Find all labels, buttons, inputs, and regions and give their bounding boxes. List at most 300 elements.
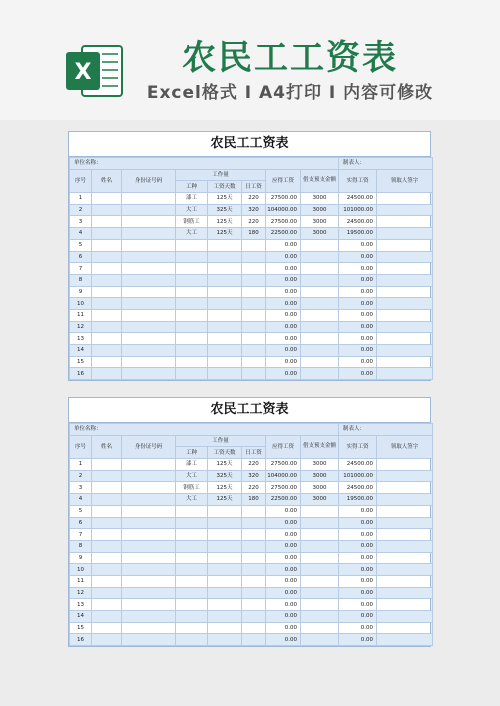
actual-cell[interactable]: 0.00 — [339, 505, 377, 517]
name-cell[interactable] — [92, 309, 122, 321]
sign-cell[interactable] — [377, 470, 433, 482]
name-cell[interactable] — [92, 345, 122, 357]
sign-cell[interactable] — [377, 286, 433, 298]
trade-cell[interactable] — [176, 333, 208, 345]
payable-cell[interactable]: 0.00 — [266, 309, 301, 321]
id-cell[interactable] — [122, 634, 176, 646]
payable-cell[interactable]: 0.00 — [266, 599, 301, 611]
id-cell[interactable] — [122, 599, 176, 611]
seq-cell[interactable]: 1 — [70, 193, 92, 205]
id-cell[interactable] — [122, 611, 176, 623]
payable-cell[interactable]: 27500.00 — [266, 459, 301, 471]
payable-cell[interactable]: 0.00 — [266, 517, 301, 529]
days-cell[interactable]: 125天 — [208, 459, 242, 471]
seq-cell[interactable]: 7 — [70, 263, 92, 275]
advance-cell[interactable] — [301, 529, 339, 541]
id-cell[interactable] — [122, 251, 176, 263]
trade-cell[interactable] — [176, 368, 208, 380]
daily-cell[interactable] — [242, 298, 266, 310]
advance-cell[interactable] — [301, 505, 339, 517]
sign-cell[interactable] — [377, 552, 433, 564]
payable-cell[interactable]: 27500.00 — [266, 193, 301, 205]
daily-cell[interactable] — [242, 321, 266, 333]
days-cell[interactable] — [208, 345, 242, 357]
trade-cell[interactable]: 大工 — [176, 228, 208, 240]
advance-cell[interactable]: 3000 — [301, 494, 339, 506]
daily-cell[interactable] — [242, 274, 266, 286]
actual-cell[interactable]: 0.00 — [339, 540, 377, 552]
advance-cell[interactable] — [301, 309, 339, 321]
actual-cell[interactable]: 0.00 — [339, 587, 377, 599]
payable-cell[interactable]: 0.00 — [266, 622, 301, 634]
trade-cell[interactable] — [176, 540, 208, 552]
seq-cell[interactable]: 2 — [70, 204, 92, 216]
days-cell[interactable] — [208, 540, 242, 552]
advance-cell[interactable] — [301, 540, 339, 552]
daily-cell[interactable] — [242, 356, 266, 368]
name-cell[interactable] — [92, 356, 122, 368]
id-cell[interactable] — [122, 274, 176, 286]
days-cell[interactable] — [208, 517, 242, 529]
name-cell[interactable] — [92, 599, 122, 611]
payable-cell[interactable]: 0.00 — [266, 611, 301, 623]
daily-cell[interactable] — [242, 345, 266, 357]
days-cell[interactable] — [208, 611, 242, 623]
payable-cell[interactable]: 0.00 — [266, 286, 301, 298]
payable-cell[interactable]: 27500.00 — [266, 482, 301, 494]
trade-cell[interactable]: 漆工 — [176, 193, 208, 205]
sign-cell[interactable] — [377, 251, 433, 263]
payable-cell[interactable]: 0.00 — [266, 540, 301, 552]
trade-cell[interactable]: 钢筋工 — [176, 482, 208, 494]
actual-cell[interactable]: 0.00 — [339, 517, 377, 529]
seq-cell[interactable]: 2 — [70, 470, 92, 482]
advance-cell[interactable]: 3000 — [301, 482, 339, 494]
payable-cell[interactable]: 0.00 — [266, 345, 301, 357]
advance-cell[interactable] — [301, 274, 339, 286]
actual-cell[interactable]: 24500.00 — [339, 216, 377, 228]
seq-cell[interactable]: 12 — [70, 587, 92, 599]
seq-cell[interactable]: 6 — [70, 517, 92, 529]
actual-cell[interactable]: 0.00 — [339, 529, 377, 541]
seq-cell[interactable]: 12 — [70, 321, 92, 333]
seq-cell[interactable]: 4 — [70, 494, 92, 506]
actual-cell[interactable]: 0.00 — [339, 634, 377, 646]
id-cell[interactable] — [122, 575, 176, 587]
trade-cell[interactable] — [176, 611, 208, 623]
days-cell[interactable] — [208, 309, 242, 321]
id-cell[interactable] — [122, 333, 176, 345]
name-cell[interactable] — [92, 298, 122, 310]
sign-cell[interactable] — [377, 309, 433, 321]
days-cell[interactable] — [208, 529, 242, 541]
advance-cell[interactable] — [301, 263, 339, 275]
days-cell[interactable] — [208, 505, 242, 517]
id-cell[interactable] — [122, 263, 176, 275]
trade-cell[interactable] — [176, 552, 208, 564]
trade-cell[interactable] — [176, 239, 208, 251]
id-cell[interactable] — [122, 517, 176, 529]
days-cell[interactable] — [208, 333, 242, 345]
daily-cell[interactable]: 220 — [242, 193, 266, 205]
payable-cell[interactable]: 0.00 — [266, 274, 301, 286]
actual-cell[interactable]: 0.00 — [339, 286, 377, 298]
daily-cell[interactable] — [242, 634, 266, 646]
daily-cell[interactable] — [242, 552, 266, 564]
trade-cell[interactable] — [176, 356, 208, 368]
name-cell[interactable] — [92, 286, 122, 298]
advance-cell[interactable] — [301, 622, 339, 634]
trade-cell[interactable]: 大工 — [176, 204, 208, 216]
sign-cell[interactable] — [377, 345, 433, 357]
seq-cell[interactable]: 14 — [70, 345, 92, 357]
trade-cell[interactable] — [176, 321, 208, 333]
daily-cell[interactable] — [242, 286, 266, 298]
sign-cell[interactable] — [377, 216, 433, 228]
advance-cell[interactable]: 3000 — [301, 216, 339, 228]
seq-cell[interactable]: 7 — [70, 529, 92, 541]
sign-cell[interactable] — [377, 228, 433, 240]
name-cell[interactable] — [92, 274, 122, 286]
trade-cell[interactable] — [176, 309, 208, 321]
daily-cell[interactable]: 220 — [242, 459, 266, 471]
advance-cell[interactable] — [301, 298, 339, 310]
days-cell[interactable] — [208, 622, 242, 634]
payable-cell[interactable]: 0.00 — [266, 298, 301, 310]
days-cell[interactable]: 125天 — [208, 193, 242, 205]
payable-cell[interactable]: 27500.00 — [266, 216, 301, 228]
daily-cell[interactable] — [242, 517, 266, 529]
sign-cell[interactable] — [377, 622, 433, 634]
id-cell[interactable] — [122, 552, 176, 564]
id-cell[interactable] — [122, 286, 176, 298]
sign-cell[interactable] — [377, 204, 433, 216]
sign-cell[interactable] — [377, 575, 433, 587]
name-cell[interactable] — [92, 368, 122, 380]
days-cell[interactable]: 125天 — [208, 482, 242, 494]
seq-cell[interactable]: 6 — [70, 251, 92, 263]
name-cell[interactable] — [92, 529, 122, 541]
actual-cell[interactable]: 0.00 — [339, 564, 377, 576]
trade-cell[interactable] — [176, 575, 208, 587]
advance-cell[interactable] — [301, 251, 339, 263]
seq-cell[interactable]: 5 — [70, 505, 92, 517]
actual-cell[interactable]: 19500.00 — [339, 494, 377, 506]
name-cell[interactable] — [92, 482, 122, 494]
advance-cell[interactable] — [301, 599, 339, 611]
seq-cell[interactable]: 16 — [70, 368, 92, 380]
days-cell[interactable] — [208, 274, 242, 286]
sign-cell[interactable] — [377, 599, 433, 611]
payable-cell[interactable]: 0.00 — [266, 505, 301, 517]
seq-cell[interactable]: 10 — [70, 298, 92, 310]
id-cell[interactable] — [122, 540, 176, 552]
id-cell[interactable] — [122, 482, 176, 494]
name-cell[interactable] — [92, 470, 122, 482]
trade-cell[interactable] — [176, 505, 208, 517]
daily-cell[interactable] — [242, 599, 266, 611]
days-cell[interactable] — [208, 251, 242, 263]
name-cell[interactable] — [92, 611, 122, 623]
trade-cell[interactable]: 钢筋工 — [176, 216, 208, 228]
daily-cell[interactable] — [242, 611, 266, 623]
actual-cell[interactable]: 24500.00 — [339, 482, 377, 494]
name-cell[interactable] — [92, 634, 122, 646]
days-cell[interactable] — [208, 239, 242, 251]
actual-cell[interactable]: 0.00 — [339, 274, 377, 286]
payable-cell[interactable]: 0.00 — [266, 321, 301, 333]
advance-cell[interactable] — [301, 333, 339, 345]
id-cell[interactable] — [122, 564, 176, 576]
actual-cell[interactable]: 0.00 — [339, 611, 377, 623]
sign-cell[interactable] — [377, 333, 433, 345]
days-cell[interactable] — [208, 356, 242, 368]
trade-cell[interactable] — [176, 517, 208, 529]
seq-cell[interactable]: 14 — [70, 611, 92, 623]
sign-cell[interactable] — [377, 239, 433, 251]
name-cell[interactable] — [92, 587, 122, 599]
sign-cell[interactable] — [377, 634, 433, 646]
sign-cell[interactable] — [377, 321, 433, 333]
name-cell[interactable] — [92, 216, 122, 228]
seq-cell[interactable]: 1 — [70, 459, 92, 471]
name-cell[interactable] — [92, 517, 122, 529]
advance-cell[interactable] — [301, 286, 339, 298]
id-cell[interactable] — [122, 321, 176, 333]
advance-cell[interactable]: 3000 — [301, 204, 339, 216]
trade-cell[interactable] — [176, 263, 208, 275]
name-cell[interactable] — [92, 540, 122, 552]
actual-cell[interactable]: 0.00 — [339, 345, 377, 357]
trade-cell[interactable] — [176, 345, 208, 357]
actual-cell[interactable]: 0.00 — [339, 298, 377, 310]
payable-cell[interactable]: 22500.00 — [266, 494, 301, 506]
advance-cell[interactable]: 3000 — [301, 459, 339, 471]
payable-cell[interactable]: 104000.00 — [266, 204, 301, 216]
advance-cell[interactable] — [301, 552, 339, 564]
seq-cell[interactable]: 9 — [70, 286, 92, 298]
actual-cell[interactable]: 0.00 — [339, 333, 377, 345]
actual-cell[interactable]: 24500.00 — [339, 193, 377, 205]
name-cell[interactable] — [92, 575, 122, 587]
payable-cell[interactable]: 0.00 — [266, 263, 301, 275]
id-cell[interactable] — [122, 494, 176, 506]
id-cell[interactable] — [122, 529, 176, 541]
daily-cell[interactable] — [242, 333, 266, 345]
actual-cell[interactable]: 19500.00 — [339, 228, 377, 240]
payable-cell[interactable]: 0.00 — [266, 333, 301, 345]
sign-cell[interactable] — [377, 459, 433, 471]
trade-cell[interactable]: 大工 — [176, 470, 208, 482]
days-cell[interactable] — [208, 587, 242, 599]
advance-cell[interactable] — [301, 321, 339, 333]
payable-cell[interactable]: 0.00 — [266, 564, 301, 576]
seq-cell[interactable]: 11 — [70, 309, 92, 321]
daily-cell[interactable] — [242, 309, 266, 321]
trade-cell[interactable]: 大工 — [176, 494, 208, 506]
name-cell[interactable] — [92, 505, 122, 517]
id-cell[interactable] — [122, 368, 176, 380]
trade-cell[interactable] — [176, 274, 208, 286]
name-cell[interactable] — [92, 263, 122, 275]
actual-cell[interactable]: 0.00 — [339, 368, 377, 380]
trade-cell[interactable] — [176, 286, 208, 298]
name-cell[interactable] — [92, 251, 122, 263]
actual-cell[interactable]: 0.00 — [339, 622, 377, 634]
actual-cell[interactable]: 0.00 — [339, 575, 377, 587]
sign-cell[interactable] — [377, 494, 433, 506]
seq-cell[interactable]: 13 — [70, 333, 92, 345]
advance-cell[interactable] — [301, 345, 339, 357]
sign-cell[interactable] — [377, 540, 433, 552]
daily-cell[interactable]: 320 — [242, 204, 266, 216]
id-cell[interactable] — [122, 459, 176, 471]
days-cell[interactable]: 325天 — [208, 470, 242, 482]
days-cell[interactable]: 325天 — [208, 204, 242, 216]
actual-cell[interactable]: 0.00 — [339, 552, 377, 564]
daily-cell[interactable] — [242, 622, 266, 634]
seq-cell[interactable]: 16 — [70, 634, 92, 646]
days-cell[interactable] — [208, 286, 242, 298]
payable-cell[interactable]: 0.00 — [266, 356, 301, 368]
sign-cell[interactable] — [377, 298, 433, 310]
sign-cell[interactable] — [377, 611, 433, 623]
sign-cell[interactable] — [377, 482, 433, 494]
trade-cell[interactable] — [176, 599, 208, 611]
payable-cell[interactable]: 0.00 — [266, 529, 301, 541]
payable-cell[interactable]: 22500.00 — [266, 228, 301, 240]
name-cell[interactable] — [92, 494, 122, 506]
seq-cell[interactable]: 15 — [70, 356, 92, 368]
id-cell[interactable] — [122, 356, 176, 368]
days-cell[interactable] — [208, 634, 242, 646]
days-cell[interactable] — [208, 599, 242, 611]
seq-cell[interactable]: 3 — [70, 216, 92, 228]
seq-cell[interactable]: 4 — [70, 228, 92, 240]
name-cell[interactable] — [92, 193, 122, 205]
payable-cell[interactable]: 0.00 — [266, 587, 301, 599]
actual-cell[interactable]: 101000.00 — [339, 470, 377, 482]
payable-cell[interactable]: 0.00 — [266, 368, 301, 380]
actual-cell[interactable]: 101000.00 — [339, 204, 377, 216]
seq-cell[interactable]: 5 — [70, 239, 92, 251]
daily-cell[interactable] — [242, 368, 266, 380]
name-cell[interactable] — [92, 564, 122, 576]
trade-cell[interactable] — [176, 298, 208, 310]
sign-cell[interactable] — [377, 263, 433, 275]
sign-cell[interactable] — [377, 529, 433, 541]
actual-cell[interactable]: 0.00 — [339, 356, 377, 368]
trade-cell[interactable] — [176, 587, 208, 599]
seq-cell[interactable]: 8 — [70, 274, 92, 286]
seq-cell[interactable]: 11 — [70, 575, 92, 587]
daily-cell[interactable] — [242, 263, 266, 275]
daily-cell[interactable]: 320 — [242, 470, 266, 482]
advance-cell[interactable] — [301, 239, 339, 251]
daily-cell[interactable] — [242, 587, 266, 599]
days-cell[interactable] — [208, 321, 242, 333]
sign-cell[interactable] — [377, 193, 433, 205]
id-cell[interactable] — [122, 505, 176, 517]
actual-cell[interactable]: 0.00 — [339, 599, 377, 611]
daily-cell[interactable] — [242, 564, 266, 576]
advance-cell[interactable] — [301, 611, 339, 623]
advance-cell[interactable] — [301, 517, 339, 529]
seq-cell[interactable]: 13 — [70, 599, 92, 611]
daily-cell[interactable] — [242, 529, 266, 541]
payable-cell[interactable]: 0.00 — [266, 552, 301, 564]
actual-cell[interactable]: 24500.00 — [339, 459, 377, 471]
name-cell[interactable] — [92, 321, 122, 333]
sign-cell[interactable] — [377, 587, 433, 599]
id-cell[interactable] — [122, 193, 176, 205]
name-cell[interactable] — [92, 552, 122, 564]
advance-cell[interactable] — [301, 634, 339, 646]
days-cell[interactable]: 125天 — [208, 228, 242, 240]
id-cell[interactable] — [122, 587, 176, 599]
id-cell[interactable] — [122, 298, 176, 310]
days-cell[interactable]: 125天 — [208, 494, 242, 506]
name-cell[interactable] — [92, 459, 122, 471]
sign-cell[interactable] — [377, 356, 433, 368]
name-cell[interactable] — [92, 239, 122, 251]
id-cell[interactable] — [122, 239, 176, 251]
daily-cell[interactable] — [242, 575, 266, 587]
days-cell[interactable] — [208, 263, 242, 275]
payable-cell[interactable]: 104000.00 — [266, 470, 301, 482]
actual-cell[interactable]: 0.00 — [339, 239, 377, 251]
id-cell[interactable] — [122, 309, 176, 321]
days-cell[interactable] — [208, 564, 242, 576]
actual-cell[interactable]: 0.00 — [339, 263, 377, 275]
trade-cell[interactable] — [176, 529, 208, 541]
payable-cell[interactable]: 0.00 — [266, 634, 301, 646]
advance-cell[interactable]: 3000 — [301, 470, 339, 482]
seq-cell[interactable]: 9 — [70, 552, 92, 564]
daily-cell[interactable] — [242, 239, 266, 251]
sign-cell[interactable] — [377, 505, 433, 517]
days-cell[interactable] — [208, 552, 242, 564]
advance-cell[interactable] — [301, 564, 339, 576]
advance-cell[interactable] — [301, 368, 339, 380]
id-cell[interactable] — [122, 470, 176, 482]
advance-cell[interactable] — [301, 356, 339, 368]
trade-cell[interactable] — [176, 634, 208, 646]
advance-cell[interactable] — [301, 575, 339, 587]
payable-cell[interactable]: 0.00 — [266, 239, 301, 251]
payable-cell[interactable]: 0.00 — [266, 575, 301, 587]
daily-cell[interactable]: 180 — [242, 494, 266, 506]
sign-cell[interactable] — [377, 517, 433, 529]
seq-cell[interactable]: 3 — [70, 482, 92, 494]
daily-cell[interactable] — [242, 505, 266, 517]
seq-cell[interactable]: 10 — [70, 564, 92, 576]
actual-cell[interactable]: 0.00 — [339, 321, 377, 333]
name-cell[interactable] — [92, 333, 122, 345]
id-cell[interactable] — [122, 622, 176, 634]
name-cell[interactable] — [92, 622, 122, 634]
payable-cell[interactable]: 0.00 — [266, 251, 301, 263]
sign-cell[interactable] — [377, 274, 433, 286]
days-cell[interactable]: 125天 — [208, 216, 242, 228]
days-cell[interactable] — [208, 368, 242, 380]
advance-cell[interactable] — [301, 587, 339, 599]
sign-cell[interactable] — [377, 368, 433, 380]
trade-cell[interactable]: 漆工 — [176, 459, 208, 471]
days-cell[interactable] — [208, 575, 242, 587]
daily-cell[interactable]: 220 — [242, 216, 266, 228]
name-cell[interactable] — [92, 228, 122, 240]
